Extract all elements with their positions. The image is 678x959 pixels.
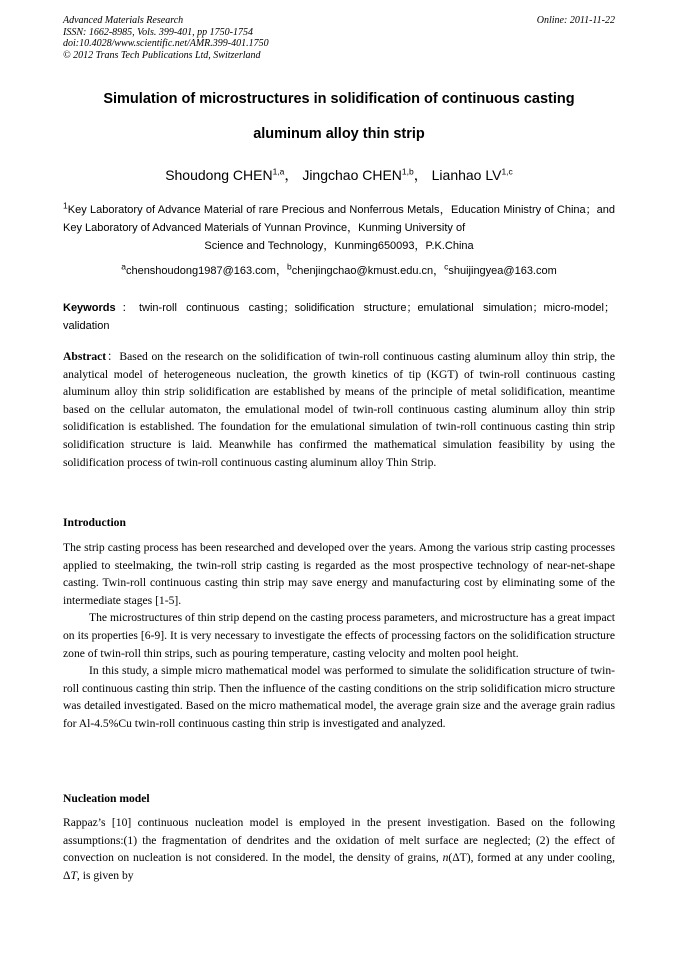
abstract-label: Abstract xyxy=(63,350,107,363)
email-address: shuijingyea@163.com xyxy=(448,265,557,277)
email-address: chenshoudong1987@163.com xyxy=(125,265,276,277)
author-sup: 1,c xyxy=(501,166,513,177)
email-sup: a xyxy=(121,261,126,272)
affiliation-text: Key Laboratory of Advance Material of rare Precious and Nonferrous Metals，Education Ministry of China；and Key Laboratory of Advanced Materials of Yunnan Province，Kunming University of xyxy=(63,204,615,234)
paragraph: The strip casting process has been researched and developed over the years. Among the various strip casting processes applied to steelmaking, the twin-roll strip casting is regarded as the most prospective technology of near-net-shape casting. Twin-roll continuous casting thin strip may save energy and manufacturing cost by eliminating some of the intermediate stages [1-5]. xyxy=(63,541,615,607)
author-sep: ， xyxy=(284,167,299,183)
doi-line: doi:10.4028/www.scientific.net/AMR.399-401.1750 xyxy=(63,38,269,49)
email-sup: b xyxy=(286,261,292,272)
keywords xyxy=(63,299,615,335)
paper-title-line-2: aluminum alloy thin strip xyxy=(253,126,425,142)
abstract-text: ：Based on the research on the solidification of twin-roll continuous casting aluminum alloy thin strip, the analytical model of heterogeneous nucleation, the growth kinetics of tip (KGT) of twin-roll continuous casting aluminum alloy thin strip solidification are established by means of the principle of metal solidification, meantime based on the cellular automaton, the emulational model of twin-roll continuous casting aluminum alloy thin strip solidification is established. The foundation for the emulational simulation of twin-roll continuous casting thin strip solidification structure is laid. Meanwhile has confirmed the mathematical simulation feasibility by using the solidification process of twin-roll continuous casting aluminum alloy Thin Strip. xyxy=(63,350,615,469)
journal-header xyxy=(63,15,269,61)
author-name: Shoudong CHEN xyxy=(165,167,273,183)
nucleation-text: Rappaz’s [10] continuous nucleation model is employed in the present investigation. Based on the following assumptions:(1) the fragmentation of dendrites and the oxidation of melt surface are neglected; (2) the effect of convection on nucleation is not considered. In the model, the density of grains, xyxy=(63,816,615,865)
copyright-line: © 2012 Trans Tech Publications Ltd, Switzerland xyxy=(63,49,261,61)
journal-name: Advanced Materials Research xyxy=(63,15,184,26)
author-name: Lianhao LV xyxy=(431,167,502,183)
author-sep: ， xyxy=(413,167,428,183)
nucleation-text: , is given by xyxy=(76,868,134,882)
math-n-arg: (ΔT) xyxy=(448,851,471,865)
affiliation-sup: 1 xyxy=(63,200,68,211)
affiliation-line-2: Science and Technology，Kunming650093，P.K.China xyxy=(204,240,474,252)
author-sup: 1,a xyxy=(272,166,285,177)
affiliation-line-1 xyxy=(63,201,615,237)
author-name: Jingchao CHEN xyxy=(302,167,402,183)
email-sup: c xyxy=(444,261,449,272)
introduction-body xyxy=(63,539,615,733)
nucleation-body xyxy=(63,814,615,884)
nucleation-text: , formed at any under cooling, Δ xyxy=(63,851,615,882)
math-t: T xyxy=(70,868,77,882)
affiliation xyxy=(63,201,615,255)
email-list xyxy=(40,262,638,278)
paragraph: In this study, a simple micro mathematical model was performed to simulate the solidification structure of twin-roll continuous casting thin strip. Then the influence of the casting conditions on the strip solidification micro structure was detailed investigated. Based on the micro mathematical model, the average grain size and the average grain radius for Al-4.5%Cu twin-roll continuous casting thin strip is investigated and analyzed. xyxy=(63,664,615,730)
email-sep: ， xyxy=(275,265,287,277)
issn-line: ISSN: 1662-8985, Vols. 399-401, pp 1750-1754 xyxy=(63,26,253,38)
keywords-text: ：twin-roll continuous casting；solidification structure；emulational simulation；micro-model；validation xyxy=(63,302,615,332)
online-date: Online: 2011-11-22 xyxy=(536,15,615,26)
math-n: n xyxy=(442,851,449,865)
abstract xyxy=(63,348,615,471)
email-address: chenjingchao@kmust.edu.cn xyxy=(291,265,434,277)
author-list xyxy=(40,165,638,185)
paper-title-line-1: Simulation of microstructures in solidification of continuous casting xyxy=(103,91,575,107)
paragraph: The microstructures of thin strip depend on the casting process parameters, and microstructure has a great impact on its properties [6-9]. It is very necessary to investigate the effects of processing factors on the solidification structure zone of twin-roll thin strips, such as pouring temperature, casting velocity and molten pool height. xyxy=(63,611,615,660)
introduction-heading: Introduction xyxy=(63,516,126,529)
nucleation-heading: Nucleation model xyxy=(63,792,150,805)
author-sup: 1,b xyxy=(401,166,414,177)
keywords-label: Keywords xyxy=(63,302,116,314)
email-sep: ， xyxy=(433,265,445,277)
